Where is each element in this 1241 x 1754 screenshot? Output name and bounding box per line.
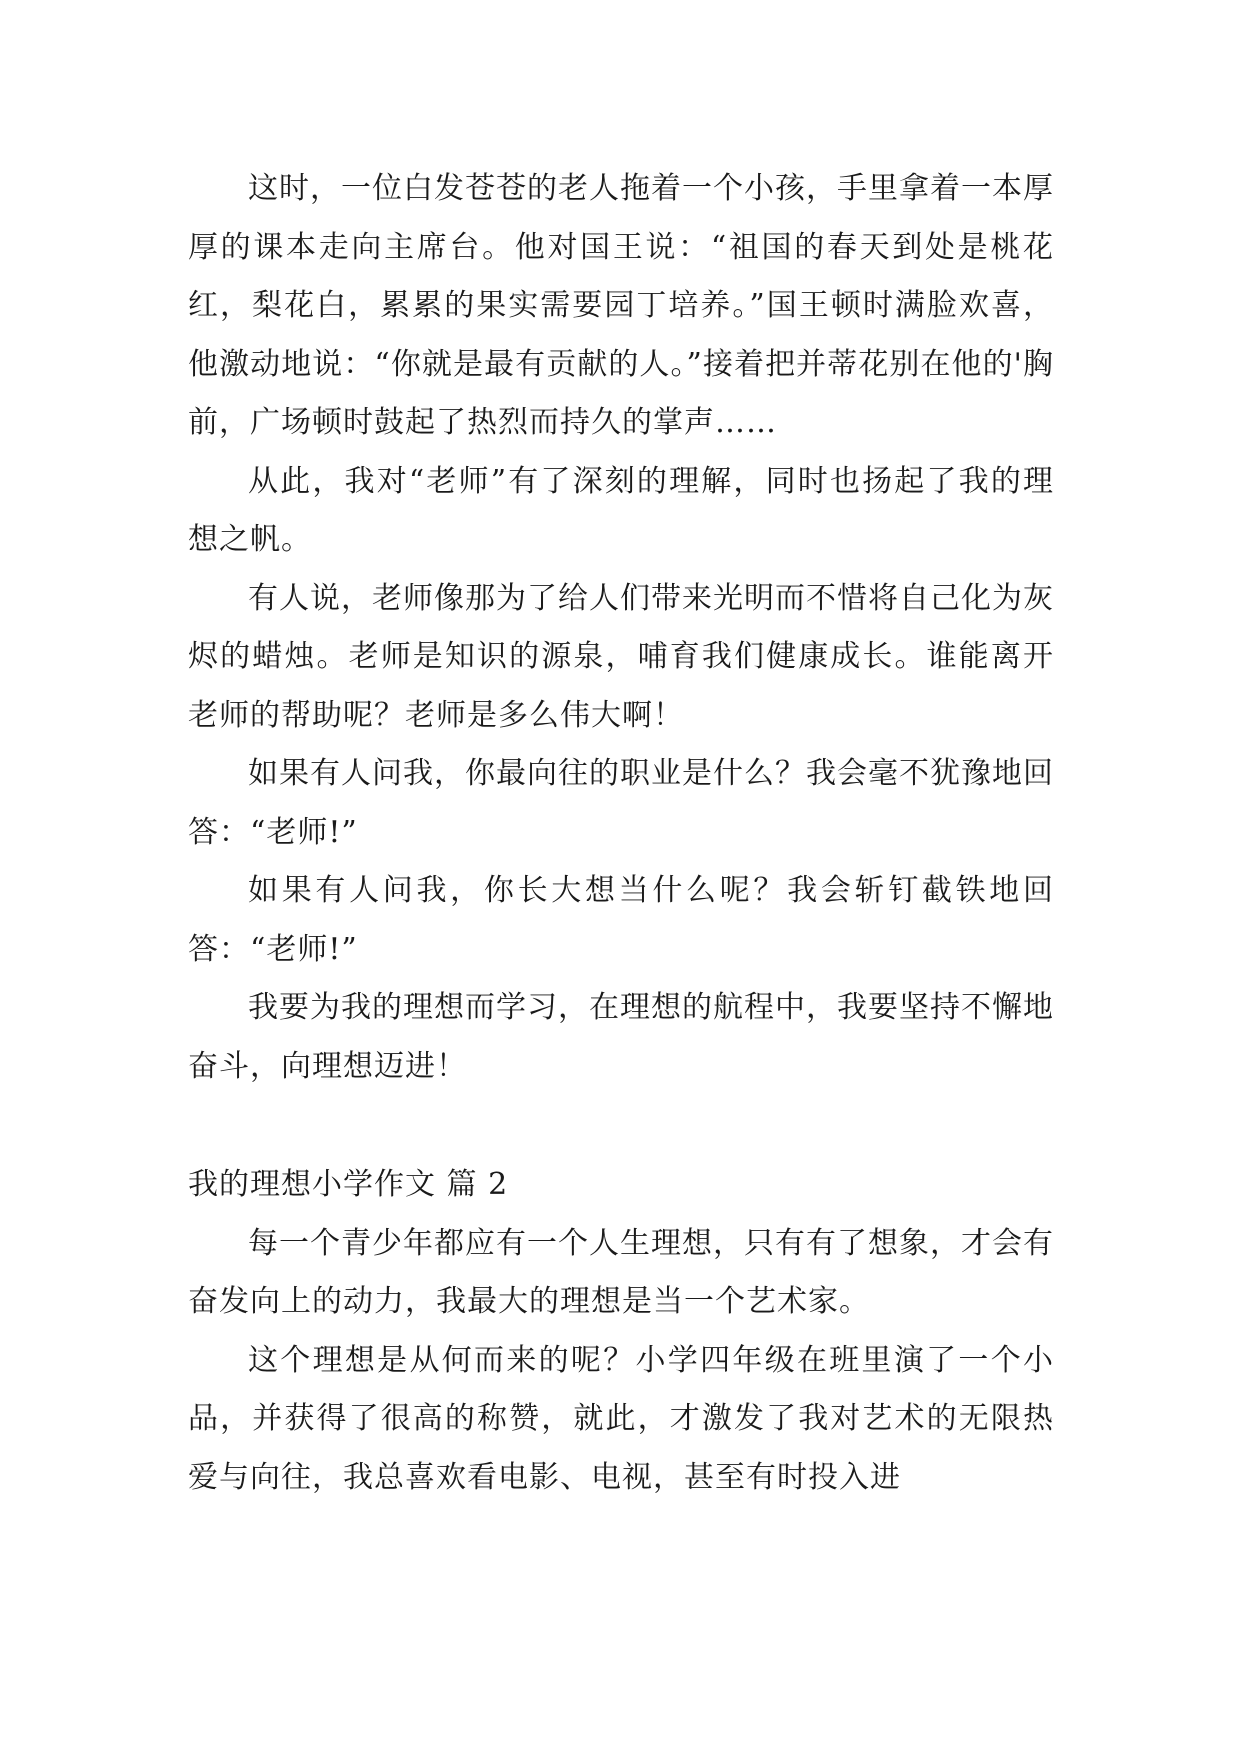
paragraph: 如果有人问我，你最向往的职业是什么？我会毫不犹豫地回答：“老师!”: [188, 756, 1054, 850]
document-body: [188, 160, 1054, 1507]
paragraph: 从此，我对“老师”有了深刻的理解，同时也扬起了我的理想之帆。: [188, 463, 1054, 557]
paragraph: 我要为我的理想而学习，在理想的航程中，我要坚持不懈地奋斗，向理想迈进！: [188, 990, 1054, 1084]
paragraph: 有人说，老师像那为了给人们带来光明而不惜将自己化为灰烬的蜡烛。老师是知识的源泉，哺育我们健康成长。谁能离开老师的帮助呢？老师是多么伟大啊！: [188, 580, 1054, 733]
section-title: 我的理想小学作文 篇 2: [188, 1167, 509, 1202]
paragraph: 这个理想是从何而来的呢？小学四年级在班里演了一个小品，并获得了很高的称赞，就此，才激发了我对艺术的无限热爱与向往，我总喜欢看电影、电视，甚至有时投入进: [188, 1342, 1054, 1495]
paragraph: 每一个青少年都应有一个人生理想，只有有了想象，才会有奋发向上的动力，我最大的理想是当一个艺术家。: [188, 1225, 1054, 1319]
paragraph: 如果有人问我，你长大想当什么呢？我会斩钉截铁地回答：“老师!”: [188, 873, 1054, 967]
paragraph: 这时，一位白发苍苍的老人拖着一个小孩，手里拿着一本厚厚的课本走向主席台。他对国王说：“祖国的春天到处是桃花红，梨花白，累累的果实需要园丁培养。”国王顿时满脸欢喜，他激动地说：“你就是最有贡献的人。”接着把并蒂花别在他的'胸前，广场顿时鼓起了热烈而持久的掌声……: [188, 171, 1054, 440]
